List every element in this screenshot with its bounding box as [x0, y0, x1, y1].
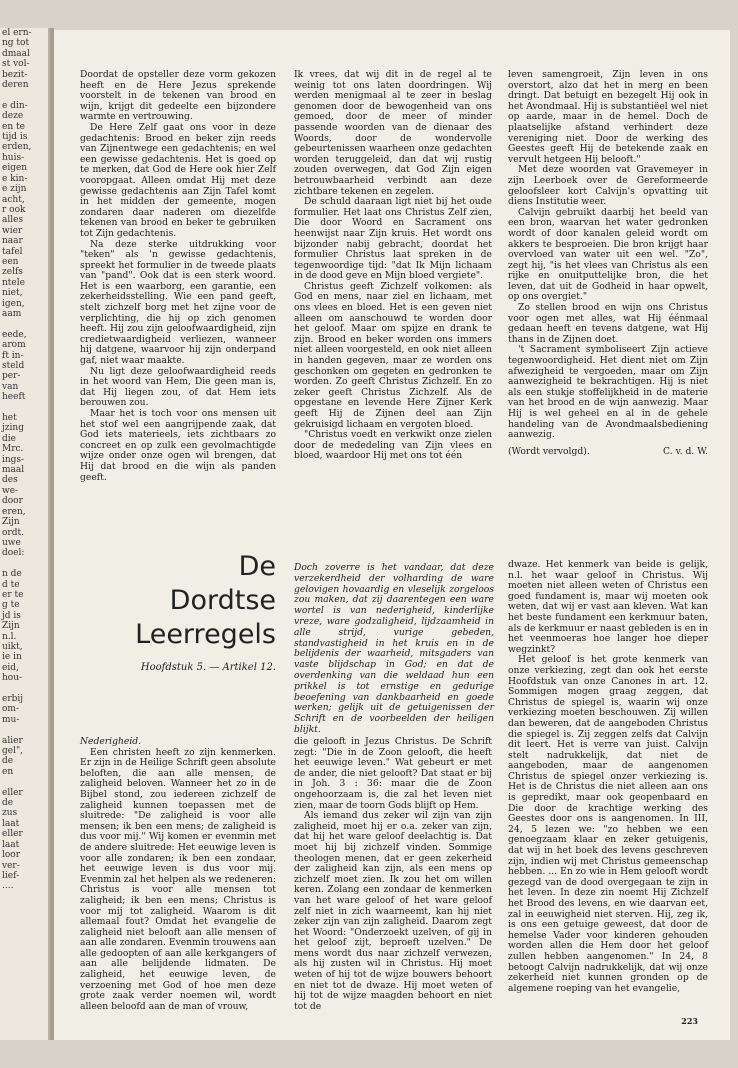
margin-fragment: deze [2, 111, 24, 122]
column-1 [80, 70, 276, 483]
margin-fragment: erbij [2, 694, 24, 704]
page-number: 223 [681, 1016, 698, 1026]
margin-fragment: uikt, [2, 641, 23, 652]
margin-fragment: jzing [2, 423, 24, 434]
paragraph: Zo stellen brood en wijn ons Christus voor ogen met alles, wat Hij éénmaal gedaan heeft en tevens datgene, wat Hij thans in de Zijnen doet. [508, 302, 708, 345]
margin-fragment: ie in [2, 652, 22, 663]
margin-fragment: Zijn [2, 517, 20, 528]
paragraph: Een christen heeft zo zijn kenmerken. Er zijn in de Heilige Schrift geen absolute beloften, die aan alle mensen, de zaligheid beloven. Wanneer het zo in de Bijbel stond, zou iedereen zichzelf de zaligheid kunnen toepassen met de sluitrede: "De zaligheid is voor alle mensen; ik ben een mens; de zaligheid is dus voor mij." Wij komen er evenmin met de andere sluitrede: Het eeuwige leven is voor alle zondaren; ik ben een zondaar, het eeuwige leven is dus voor mij. Evenmin zal het helpen als we redeneren: Christus is voor alle mensen tot zaligheid; ik ben een mens; Christus is voor mij tot zaligheid. Waarom is dit allemaal fout? Omdat het evangelie de zaligheid niet belooft aan alle mensen of aan alle zondaren. Evenmin trouwens aan alle gedoopten of aan alle kerkgangers of aan alle belijdende lidmaten. De zaligheid, het eeuwige leven, de verzoening met God of hoe men deze grote zaak verder noemen wil, wordt alleen beloofd aan de man of vrouw, [80, 746, 276, 1012]
margin-fragment: tafel [2, 246, 23, 257]
margin-fragment: de [2, 756, 14, 767]
margin-fragment: erden, [2, 142, 32, 153]
margin-fragment: jd is [2, 610, 21, 621]
paragraph: 't Sacrament symboliseert Zijn actieve tegenwoordigheid. Het dient niet om Zijn afwezigheid te vergoeden, maar om Zijn aanwezigheid te bekrachtigen. Hij is niet als een stukje stoffelijkheid in de materie van het brood en de wijn aanwezig. Maar Hij is wel geheel en al in de gehele handeling van de Avondmaalsbediening aanwezig. [508, 344, 708, 441]
margin-fragment: niet, [2, 288, 23, 299]
margin-fragment: het [2, 413, 17, 424]
column-3 [508, 70, 708, 457]
margin-fragment: igen, [2, 298, 25, 309]
margin-fragment: per- [2, 371, 21, 382]
margin-fragment: mu- [2, 714, 20, 725]
margin-fragment: alles [2, 215, 24, 226]
margin-fragment: ings- [2, 454, 25, 465]
margin-fragment [0, 403, 48, 413]
margin-fragment: el ern- [2, 28, 32, 38]
margin-fragment: ntele [2, 277, 25, 288]
margin-fragment: zelfs [2, 267, 23, 278]
margin-fragment: naar [2, 236, 23, 247]
margin-fragment: eller [2, 829, 23, 840]
paragraph: leven samengroeit, Zijn leven in ons overstort, alzo dat het in merg en been dringt. Dat betuigt en bezegelt Hij ook in het Avondmaal. Hij is substantiëel wel niet op aarde, maar in de hemel. Doch de plaatselijke afstand verhindert deze vereniging niet. Door de werking des Geestes geeft Hij de betekende zaak en vervult hetgeen Hij belooft." [508, 69, 708, 165]
paragraph: die gelooft in Jezus Christus. De Schrift zegt: "Die in de Zoon gelooft, die heeft het eeuwige leven." Wat gebeurt er met de ander, die niet gelooft? Dat staat er bij in Joh. 3 : 36: maar die de Zoon ongehoorzaam is, die zal het leven niet zien, maar de toorn Gods blijft op Hem. [294, 736, 492, 811]
margin-fragment: tijd is [2, 132, 28, 143]
margin-fragment: steld [2, 361, 25, 371]
margin-fragment: bezit- [2, 69, 28, 80]
paragraph: Het geloof is het grote kenmerk van onze verkiezing, zegt dan ook het eerste Hoofdstuk van onze Canones in art. 12. Sommigen mogen graag zeggen, dat Christus de spiegel is, waarin wij onze verkiezing moeten beschouwen. Zij willen dan beweren, dat de aangeboden Christus die spiegel is. Zij zeggen zelfs dat Calvijn dit leert. Het is verre van juist. Calvijn stelt nadrukkelijk, dat niet de aangeboden, maar de aangenomen Christus de spiegel onzer verkiezing is. Het is de Christus die niet alleen aan ons is gepredikt, maar ook geopenbaard en Die door de krachtige werking des Geestes door ons is aangenomen. In III, 24, 5 lezen we: "zo hebben we een genoegzaam klaar en zeker getuigenis, dat wij in het boek des levens geschreven zijn, indien wij met Christus gemeenschap hebben. ... En zo wie in Hem gelooft wordt gezegd van de dood overgegaan te zijn in het leven. In deze zin noemt Hij Zichzelf het Brood des levens, en wie daarvan eet, zal in eeuwigheid niet sterven. Hij, zeg ik, is ons een getuige geweest, dat door de hemelse Vader voor kinderen gehouden worden allen die Hem door het geloof zullen hebben aangenomen." In 24, 8 betoogt Calvijn nadrukkelijk, dat wij onze zekerheid niet kunnen gronden op de algemene roeping van het evangelie, [508, 654, 708, 994]
article-heading [80, 550, 276, 673]
margin-fragment: n.l. [2, 631, 17, 642]
article-signature [508, 447, 708, 458]
title-line-1: De [238, 551, 276, 582]
column-4 [80, 737, 276, 1012]
margin-fragment: gel", [2, 746, 23, 757]
margin-fragment: om- [2, 704, 19, 715]
paragraph: Doordat de opsteller deze vorm gekozen heeft en de Here Jezus sprekende voorstelt in de tekenen van brood en wijn, krijgt dit gedeelte een bijzondere warmte en vertrouwing. [80, 69, 276, 123]
paragraph: Nu ligt deze geloofwaardigheid reeds in het woord van Hem, Die geen man is, dat Hij liegen zou, of dat Hem iets berouwen zou. [80, 365, 276, 409]
margin-fragment: de [2, 798, 14, 809]
margin-fragment: ft in- [2, 350, 24, 361]
margin-fragment: Mrc. [2, 444, 24, 455]
margin-fragment: eede, [2, 329, 27, 340]
margin-fragment: eigen [2, 163, 28, 174]
paragraph: Christus geeft Zichzelf volkomen: als God en mens, naar ziel en lichaam, met ons vlees en bloed. Het is een geven niet alleen om aanschouwd te worden door het geloof. Maar om spijze en drank te zijn. Brood en beker worden ons immers niet alleen voorgesteld, en ook niet alleen in handen gegeven, maar ze worden ons geschonken om gegeten en gedronken te worden. Zo geeft Christus Zichzelf. En zo zeker geeft Christus Zichzelf. Als de opgestane en levende Here Zijner Kerk geeft Hij de Zijnen deel aan Zijn gekruisigd lichaam en vergoten bloed. [294, 280, 492, 430]
column-6 [508, 560, 708, 994]
margin-fragment: e kin- [2, 173, 28, 184]
margin-fragment: heeft [2, 392, 26, 403]
margin-fragment: eid, [2, 662, 19, 673]
article-quote: Doch zoverre is het vandaar, dat deze verzekerdheid der volharding de ware gelovigen hovaardig en vleselijk zorgeloos zou maken, dat zij daarentegen een ware wortel is van nederigheid, kinderlijke vreze, ware godzaligheid, lijdzaamheid in alle strijd, vurige gebeden, standvastigheid in het kruis en in de belijdenis der waarheid, mitsgaders van vaste blijdschap in God; en dat de overdenking van die weldaad hun een prikkel is tot ernstige en gedurige beoefening van dankbaarheid en goede werken; gelijk uit de getuigenissen der Schrift en de voorbeelden der heiligen blijkt. [294, 562, 494, 735]
margin-fragment: die [2, 433, 16, 444]
margin-fragment: maal [2, 465, 25, 476]
margin-fragment: g te [2, 600, 20, 611]
paragraph: Na deze sterke uitdrukking voor "teken" als 'n gewisse gedachtenis, spreekt het formulier in de tweede plaats van "pand". Ook dat is een sterk woord. Het is een waarborg, een garantie, een zekerheidsstelling. Wie een pand geeft, stelt zichzelf borg met het zijne voor de verplichting, die hij op zich genomen heeft. Hij zou zijn geloofwaardigheid, zijn credietwaardigheid verliezen, wanneer hij datgene, waarvoor hij zijn onderpand gaf, niet waar maakte. [80, 238, 276, 367]
margin-fragment: hou- [2, 673, 23, 684]
margin-fragment: laat [2, 839, 20, 850]
margin-fragment [0, 90, 48, 100]
margin-fragment: ordt. [2, 527, 24, 538]
margin-fragment: n de [2, 569, 22, 580]
margin-fragment: Zijn [2, 621, 20, 632]
margin-fragment: we- [2, 485, 19, 496]
margin-fragment: deren [2, 80, 29, 91]
margin-fragment: r ook [2, 204, 26, 215]
margin-fragment: zus [2, 808, 18, 819]
margin-fragment: arom [2, 340, 26, 351]
author-initials: C. v. d. W. [663, 445, 708, 457]
margin-fragment: .... [2, 881, 14, 892]
margin-fragment [0, 725, 48, 735]
title-line-3: Leerregels [135, 619, 276, 650]
margin-fragment: en [2, 766, 14, 777]
adjacent-page-margin [0, 28, 50, 1040]
margin-fragment: eller [2, 787, 23, 798]
paragraph: Als iemand dus zeker wil zijn van zijn zaligheid, moet hij er o.a. zeker van zijn, dat hij het ware geloof deelachtig is. Dat moet hij bij zichzelf vinden. Sommige theologen menen, dat er geen zekerheid der zaligheid kan zijn, als een mens op zichzelf moet zien. Ik zou het om willen keren. Zolang een zondaar de kenmerken van het ware geloof of het ware geloof zelf niet in zich waarneemt, kan hij niet zeker zijn van zijn zaligheid. Daarom zegt het Woord: "Onderzoekt uzelven, of gij in het geloof zijt, beproeft uzelven." De mens wordt dus naar zichzelf verwezen, als hij zusten wil in Christus. Hij moet weten of hij tot de wijze bouwers behoort en niet tot de dwaze. Hij moet weten of hij tot de wijze maagden behoort en niet tot de [294, 810, 492, 1012]
margin-fragment: e din- [2, 100, 28, 111]
margin-fragment: ng tot [2, 38, 30, 49]
paragraph: dwaze. Het kenmerk van beide is gelijk, n.l. het waar geloof in Christus. Wij moeten niet alleen weten of Christus een goed fundament is, maar wij moeten ook weten, dat wij er vast aan kleven. Wat kan het beste fundament een kerkmuur baten, als de kerkmuur er naast gebleden is en in het veenmoeras hoe langer hoe dieper wegzinkt? [508, 559, 708, 655]
chapter-reference: Hoofdstuk 5. — Artikel 12. [140, 662, 276, 673]
margin-fragment: acht, [2, 194, 25, 205]
margin-fragment: d te [2, 579, 20, 590]
margin-fragment: uwe [2, 537, 21, 548]
margin-fragment: doel: [2, 548, 25, 559]
margin-fragment: wier [2, 225, 23, 236]
subheading: Nederigheid. [80, 736, 142, 747]
paragraph: De schuld daaraan ligt niet bij het oude formulier. Het laat ons Christus Zelf zien, Die door Woord en Sacrament ons heenwijst naar Zijn kruis. Het wordt ons bijzonder nabij gebracht, doordat het formulier Christus laat spreken in de tegenwoordige tijd: "dat Ik Mijn lichaam in de dood geve en Mijn bloed vergiete". [294, 196, 492, 282]
margin-fragment [0, 777, 48, 787]
margin-fragment [0, 684, 48, 694]
margin-fragment: en te [2, 121, 25, 132]
margin-fragment: ver- [2, 860, 20, 871]
paragraph: Met deze woorden vat Gravemeyer in zijn Leerboek over de Gereformeerde geloofsleer kort Calvijn's opvatting uit diens Institutie weer. [508, 164, 708, 208]
paragraph: Maar het is toch voor ons mensen uit het stof wel een aangrijpende zaak, dat God iets materieels, iets zichtbaars zo concreet en op zulk een gevolmachtigde wijze onder onze ogen wil brengen, dat Hij dat brood en die wijn als panden geeft. [80, 408, 276, 483]
margin-fragment: van [2, 381, 19, 392]
margin-fragment: door [2, 496, 23, 507]
margin-fragment: st vol- [2, 59, 30, 70]
column-5 [294, 737, 492, 1012]
margin-fragment: eren, [2, 506, 26, 517]
margin-fragment: des [2, 475, 18, 486]
margin-fragment: huis- [2, 152, 25, 163]
paragraph: Calvijn gebruikt daarbij het beeld van een bron, waarvan het water gedronken wordt of door kanalen geleid wordt om akkers te besproeien. Die bron krijgt haar overvloed van water uit een wel. "Zo", zegt hij, "is het vlees van Christus als een rijke en onuitputtelijke bron, die het leven, dat uit de Godheid in haar opwelt, op ons overgiet." [508, 206, 708, 303]
margin-fragment: dmaal [2, 48, 30, 59]
margin-fragment [0, 319, 48, 329]
paragraph: De Here Zelf gaat ons voor in deze gedachtenis: Brood en beker zijn reeds van Zijnentwege een gedachtenis; en wel een gewisse gedachtenis. Het is goed op te merken, dat God de Here ook hier Zelf vooropgaat. Alleen omdat Hij met deze gewisse gedachtenis aan Zijn Tafel komt in het midden der gemeente, mogen zondaren daar naderen om diezelfde tekenen van brood en beker te gebruiken tot Zijn gedachtenis. [80, 121, 276, 239]
margin-fragment: er te [2, 589, 24, 600]
continued-note: (Wordt vervolgd). [508, 445, 590, 457]
margin-fragment: e zijn [2, 184, 27, 195]
margin-fragment: lief- [2, 870, 20, 881]
column-2 [294, 70, 492, 462]
margin-fragment: aam [2, 308, 22, 319]
magazine-page [54, 30, 730, 1040]
paragraph: Ik vrees, dat wij dit in de regel al te weinig tot ons laten doordringen. Wij werden menigmaal al te zeer in beslag genomen door de bewogenheid van ons gemoed, door de meer of minder passende woorden van de dienaar des Woords, door de wondervolle gebeurtenissen waarheen onze gedachten worden teruggeleid, dan dat wij rustig zouden overwegen, dat God Zijn eigen betrouwbaarheid verbindt aan deze zichtbare tekenen en zegelen. [294, 69, 492, 197]
paragraph: "Christus voedt en verkwikt onze zielen door de mededeling van Zijn vlees en bloed, waardoor Hij met ons tot één [294, 429, 492, 462]
margin-fragment: loor [2, 850, 21, 861]
margin-fragment: alier [2, 735, 23, 746]
margin-fragment: laat [2, 818, 20, 829]
margin-fragment [0, 559, 48, 569]
title-line-2: Dordtse [169, 585, 276, 616]
margin-fragment: een [2, 256, 19, 267]
